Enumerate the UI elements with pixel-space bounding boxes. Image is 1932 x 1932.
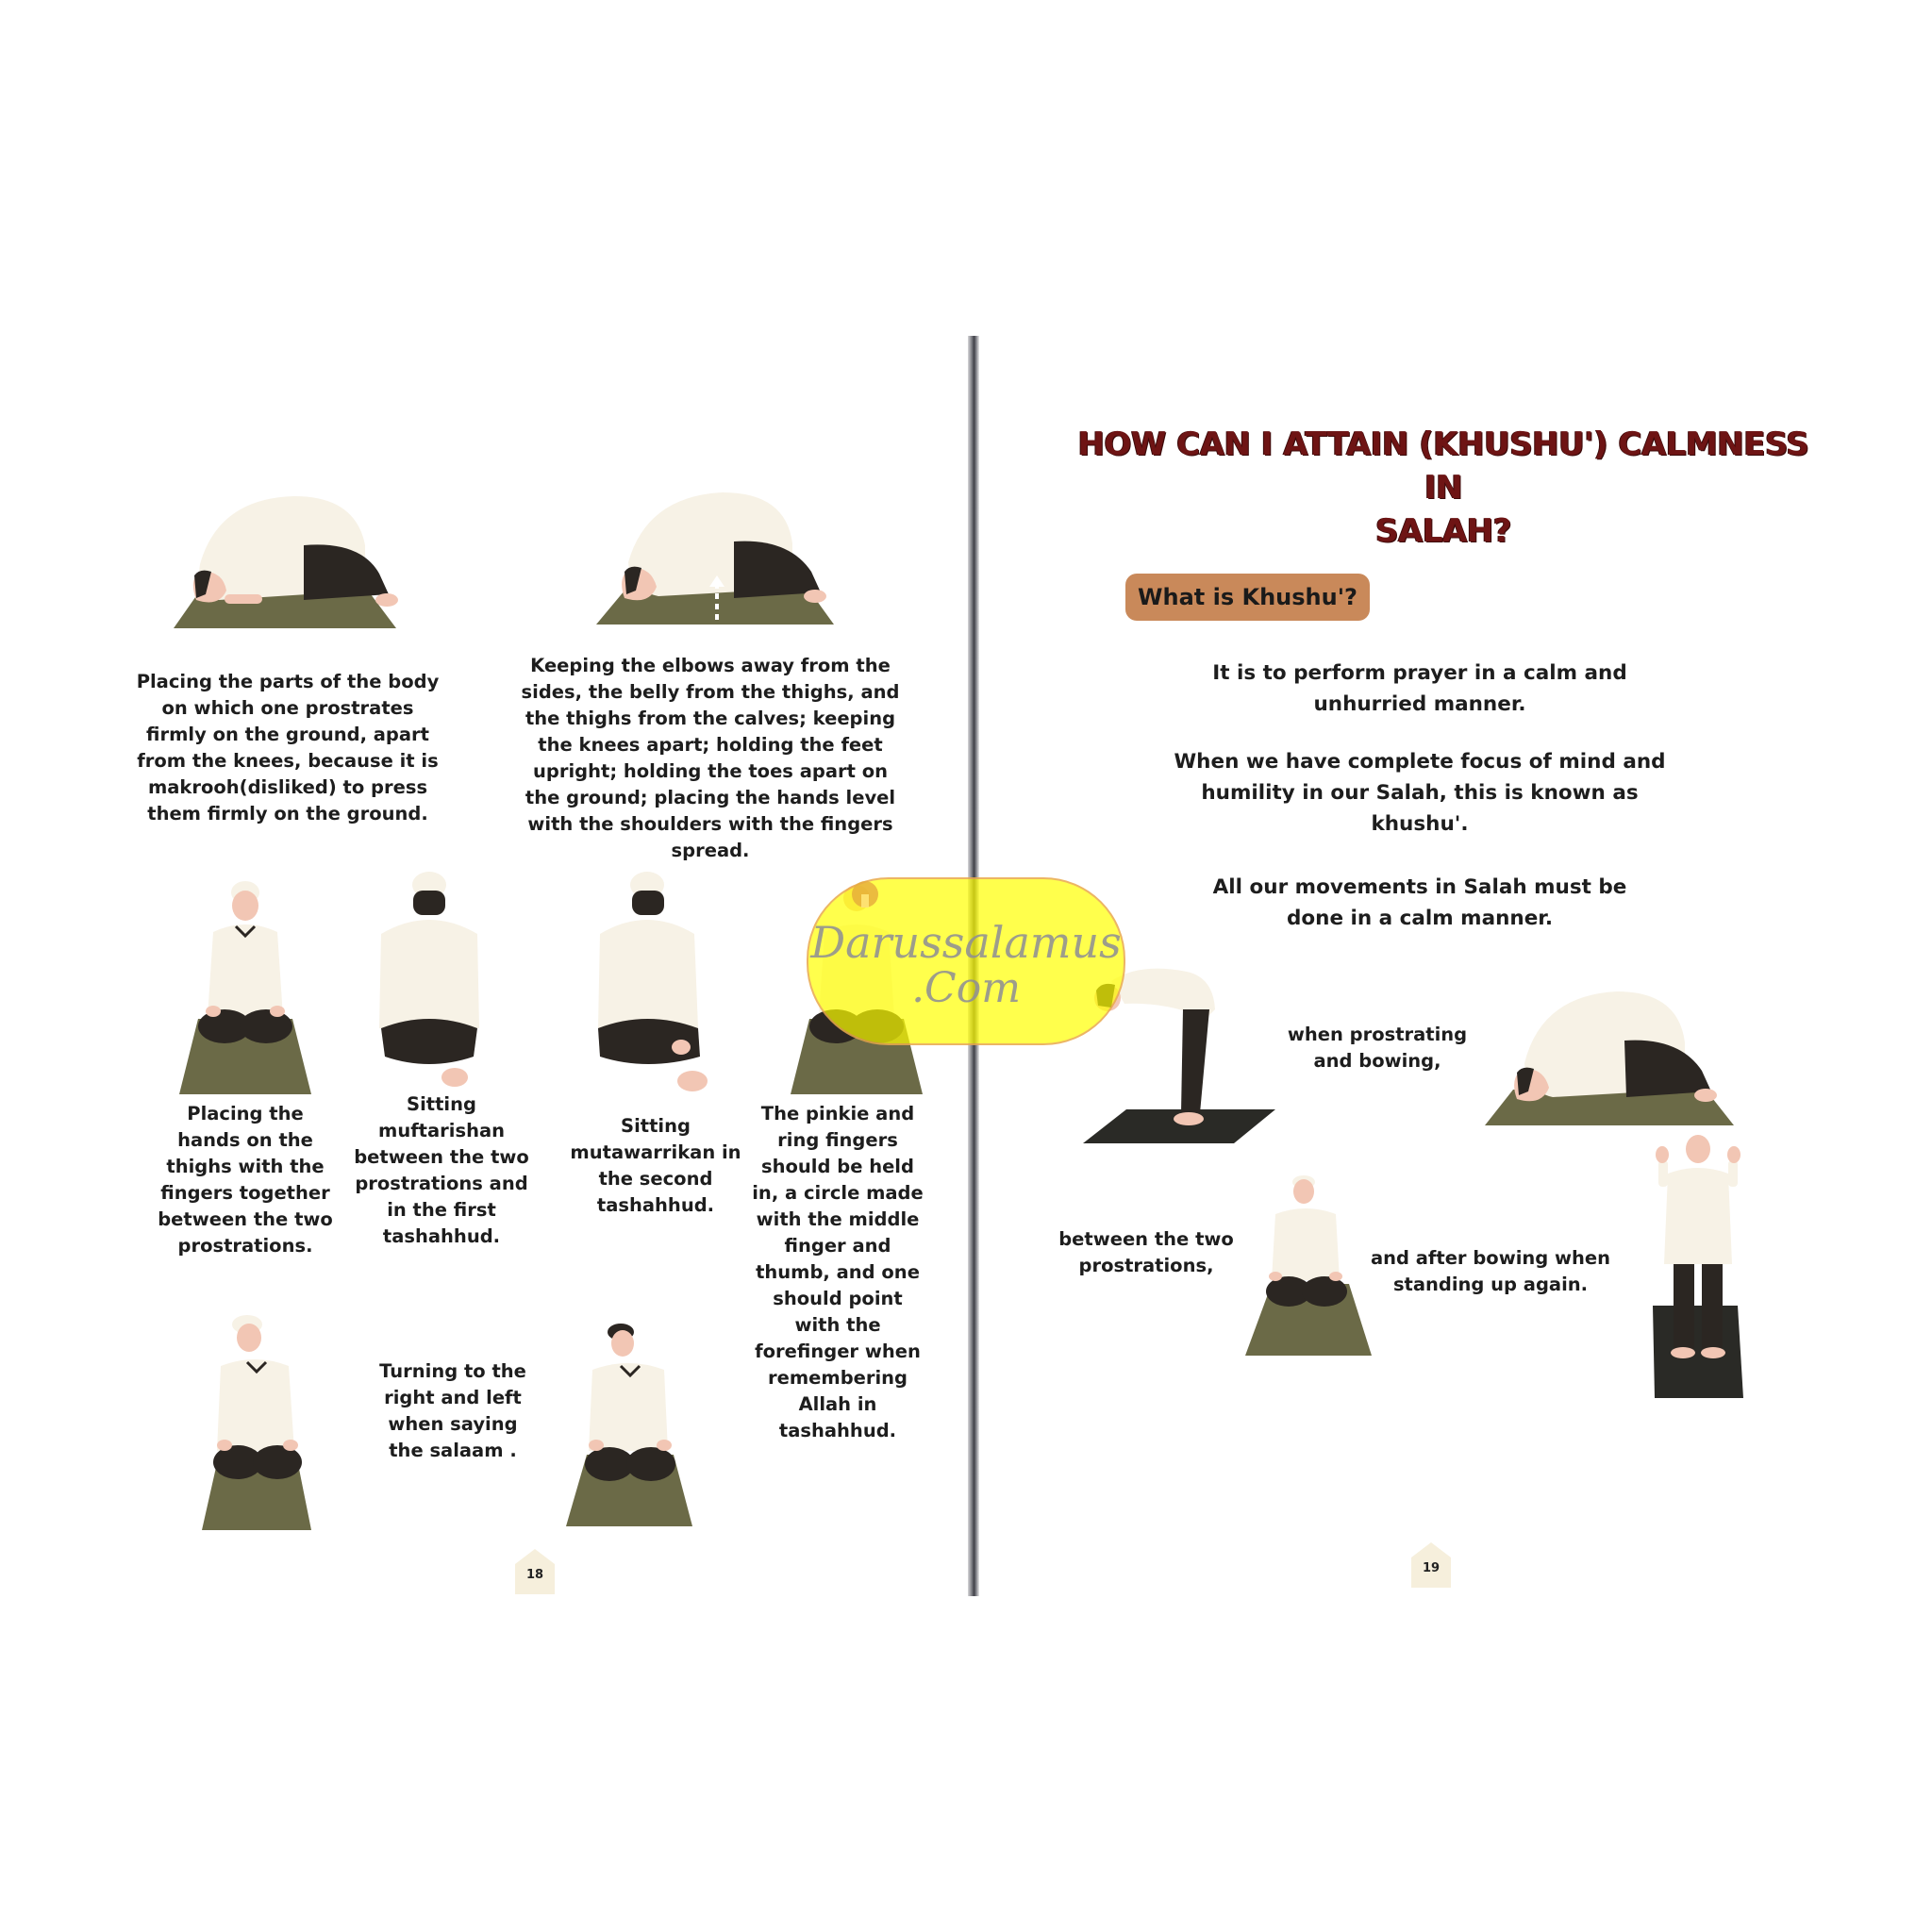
prostration-illustration-2 — [592, 485, 847, 626]
caption-prostrate-firmly: Placing the parts of the body on which one prostrates firmly on the ground, apart from the knees, because it is makrooh(disliked) to press them firmly on the ground. — [136, 671, 440, 824]
watermark-line1: Darussalamus — [810, 917, 1122, 968]
watermark-line2: .Com — [911, 964, 1021, 1012]
caption-muftarishan: Sitting muftarishan between the two prostrations and in the first tashahhud. — [354, 1093, 529, 1247]
sitting-mutawarrikan-illustration — [594, 868, 717, 1098]
watermark-icon — [846, 875, 884, 913]
standing-illustration — [1641, 1132, 1755, 1400]
caption-pinkie-ring: The pinkie and ring fingers should be held in, a circle made with the middle finger and thumb, and one should point with the forefinger when remembering Allah in tashahhud. — [752, 1103, 924, 1441]
caption-hands-on-thighs: Placing the hands on the thighs with the fingers together between the two prostrations. — [158, 1103, 333, 1257]
caption-elbows-away: Keeping the elbows away from the sides, the belly from the thighs, and the thighs from the calves; keeping the knees apart; holding the feet upright; holding the toes apart on the ground; placing the hands level with the shoulders with the fingers spread. — [521, 655, 900, 861]
prostration-illustration-1 — [162, 489, 417, 630]
page-number-left — [513, 1547, 557, 1594]
page-number-left-text: 18 — [525, 1568, 544, 1582]
prostration-illustration-3 — [1485, 986, 1734, 1127]
paragraph-2: When we have complete focus of mind and humility in our Salah, this is known as khushu'. — [1174, 750, 1666, 836]
paragraph-1: It is to perform prayer in a calm and unhurried manner. — [1212, 661, 1627, 716]
caption-after-bowing: and after bowing when standing up again. — [1370, 1247, 1611, 1295]
section-label: What is Khushu'? — [1125, 574, 1370, 621]
page-number-right-text: 19 — [1422, 1561, 1441, 1575]
sitting-muftarishan-illustration — [368, 868, 491, 1094]
salaam-right-illustration — [198, 1313, 321, 1532]
page-title: HOW CAN I ATTAIN (KHUSHU') CALMNESS IN SALAH? — [1077, 425, 1809, 550]
salaam-left-illustration — [566, 1321, 692, 1528]
caption-prostrating-bowing: when prostrating and bowing, — [1287, 1024, 1468, 1072]
watermark — [807, 877, 1125, 1045]
caption-mutawarrikan: Sitting mutawarrikan in the second tashahhud. — [570, 1115, 741, 1216]
caption-salaam: Turning to the right and left when saying the salaam . — [379, 1360, 526, 1461]
paragraph-3: All our movements in Salah must be done in a calm manner. — [1212, 875, 1627, 930]
caption-between-prostrations: between the two prostrations, — [1058, 1228, 1234, 1276]
sitting-front-illustration — [179, 877, 311, 1096]
page-number-right — [1409, 1541, 1453, 1588]
